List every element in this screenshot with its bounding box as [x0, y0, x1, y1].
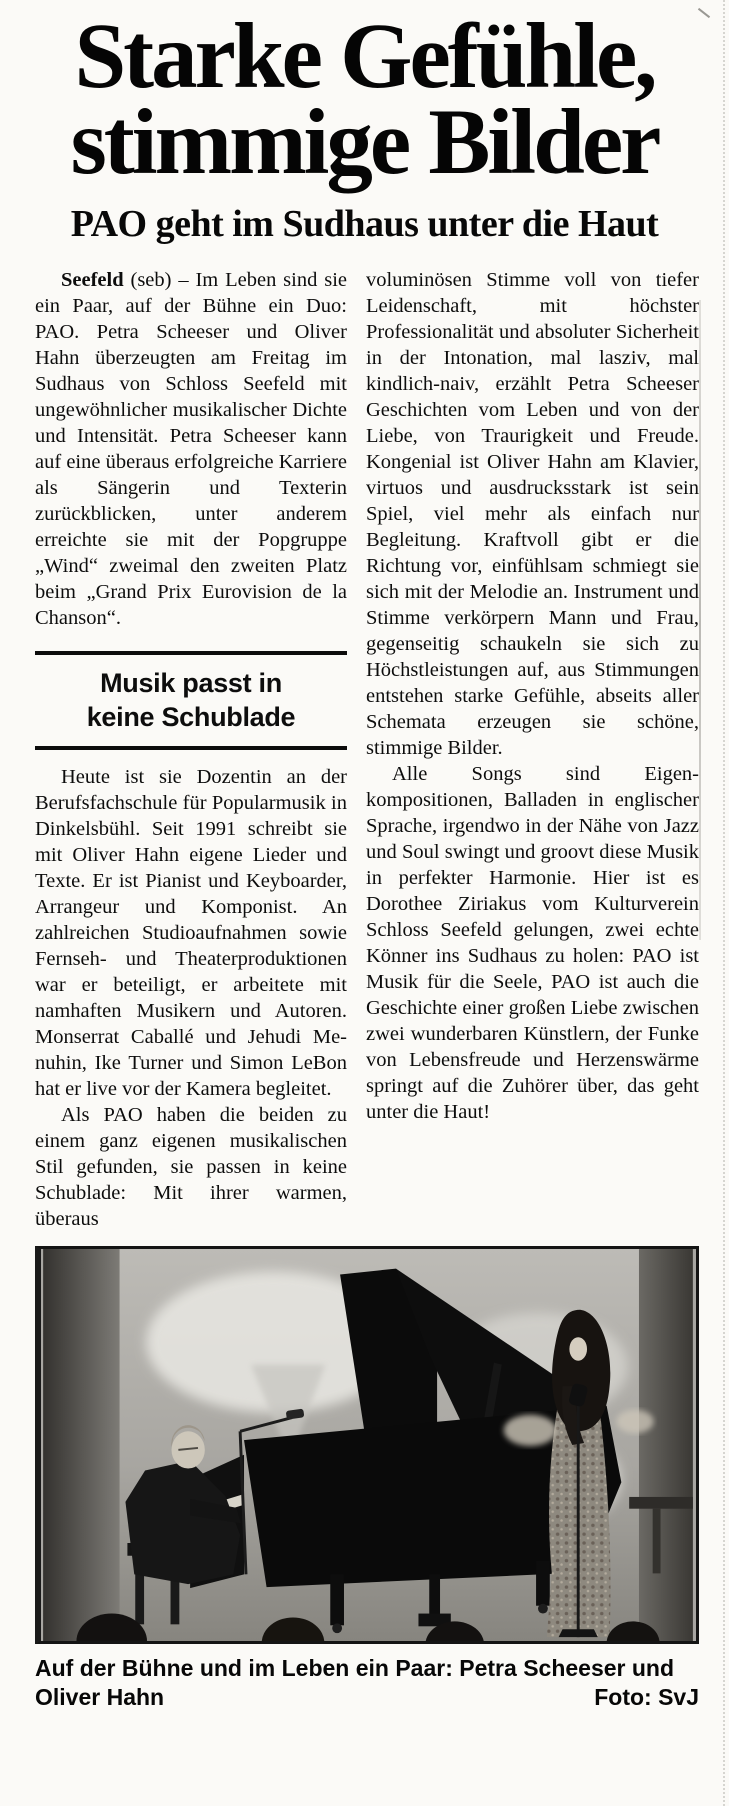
- stage-photo: [35, 1246, 699, 1644]
- blurred-hand-right: [616, 1410, 653, 1434]
- paragraph-1: [35, 267, 347, 631]
- blurred-hand-left: [504, 1415, 557, 1446]
- paragraph-1-text: (seb) – Im Leben sind sie ein Paar, auf der Bühne ein Duo: PAO. Petra Scheeser und Oliver Hahn überzeugten am Freitag im Sudhaus von Schloss Seefeld mit ungewöhnlicher musikalischer Dichte und Intensität. Petra Scheeser kann auf eine überaus erfolgreiche Karriere als Sängerin und Texterin zurückblicken, unter anderem erreichte sie mit der Popgruppe „Wind“ zweimal den zweiten Platz beim „Grand Prix Eurovision de la Chanson“.: [35, 268, 347, 629]
- paragraph-2: Heute ist sie Dozentin an der Berufsfachschule für Popularmusik in Dinkelsbühl. Seit 1991 schreibt sie mit Oliver Hahn eigene Lieder und Texte. Er ist Pianist und Keyboarder, Arrangeur und Komponist. An zahlreichen Studioaufnahmen sowie Fernseh- und Theaterproduktionen war er beteiligt, er arbeitete mit namhaften Musikern und Autoren. Monserrat Caballé und Jehudi Menuhin, Ike Turner und Simon LeBon hat er live vor der Kamera begleitet.: [35, 766, 347, 1101]
- crosshead-block: [35, 651, 347, 751]
- scan-edge-dots: [723, 0, 725, 1806]
- dateline: Seefeld: [61, 268, 124, 291]
- photo-credit: Foto: SvJ: [594, 1684, 699, 1711]
- stage-photo-image: [41, 1249, 695, 1641]
- right-pillar: [639, 1249, 693, 1641]
- side-table: [629, 1497, 693, 1509]
- stage-photo-figure: [35, 1246, 699, 1712]
- rule-bottom: [35, 746, 347, 750]
- headline-line1: Starke Gefühle,: [74, 5, 655, 108]
- column-left: [35, 267, 347, 1233]
- left-pillar: [43, 1249, 119, 1641]
- headline: [0, 5, 729, 195]
- crosshead-line2: keine Schublade: [86, 701, 296, 732]
- rule-top: [35, 651, 347, 655]
- paragraph-5: Alle Songs sind Eigenkompositionen, Balladen in englischer Sprache, irgendwo in der Nähe von Jazz und Soul swingt und groovt diese Musik in perfekter Harmonie. Hier ist es Dorothee Ziriakus vom Kulturverein Schloss Seefeld gelungen, zwei echte Könner ins Sudhaus zu holen: PAO ist Musik für die Seele, PAO ist auch die Geschichte einer großen Liebe zwischen zwei wunderbaren Künstlern, der Funke von Lebensfreude und Herzenswärme springt auf die Zuhörer über, das geht unter die Haut!: [366, 762, 699, 1123]
- crosshead-line1: Musik passt in: [100, 667, 282, 698]
- photo-caption-text: Auf der Bühne und im Leben ein Paar: Petra Scheeser und Oliver Hahn: [35, 1655, 675, 1711]
- scan-column-line: [699, 300, 701, 940]
- paragraph-3: Als PAO haben die beiden zu einem ganz eigenen musikalischen Stil gefunden, sie passen in keine Schublade: Mit ihrer warmen, überaus: [35, 1104, 347, 1231]
- side-table-leg: [653, 1509, 661, 1574]
- headline-line2: stimmige Bilder: [70, 91, 659, 195]
- article-header: [0, 0, 729, 245]
- subheadline: PAO geht im Sudhaus unter die Haut: [70, 202, 659, 245]
- crosshead: [35, 667, 347, 735]
- column-right: [366, 267, 699, 1233]
- photo-caption: [35, 1654, 699, 1712]
- article-body: [35, 267, 699, 1233]
- paragraph-4: voluminösen Stimme voll von tiefer Leidenschaft, mit höchster Professionalität und absoluter Sicherheit in der Intonation, mal lasziv, mal kindlich-naiv, erzählt Petra Scheeser Geschichten vom Leben und von der Liebe, von Traurigkeit und Freude. Kongenial ist Oliver Hahn am Klavier, virtuos und ausdrucksstark ist sein Spiel, viel mehr als einfach nur Begleitung. Kraftvoll gibt er die Richtung vor, einfühlsam schmiegt sie sich mit der Melodie an. Instrument und Stimme verkörpern Mann und Frau, gegenseitig schaukeln sie sich zu Höchstleistungen auf, aus Stimmungen entstehen starke Gefühle, abseits aller Schemata erzeugen sie schöne, stimmige Bilder.: [366, 268, 699, 759]
